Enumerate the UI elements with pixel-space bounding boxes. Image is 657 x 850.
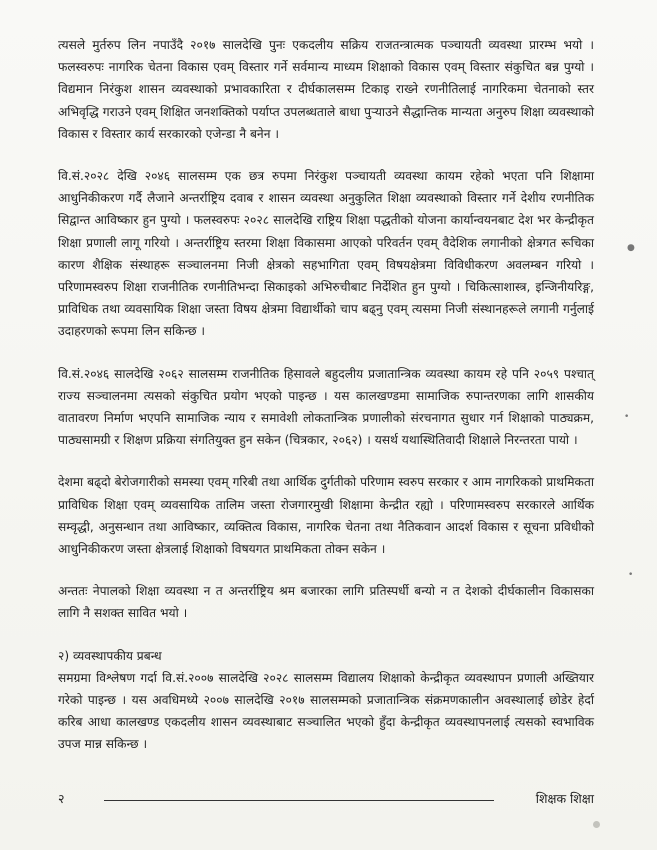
scan-mark-icon: • (624, 412, 630, 422)
paragraph-5: अन्ततः नेपालको शिक्षा व्यवस्था न त अन्तर्राष्ट्रिय श्रम बजारका लागि प्रतिस्पर्धी बन्यो न त देशको दीर्घकालीन विकासका लागि नै सशक्त सावित भयो । (58, 584, 594, 621)
paragraph-3: वि.सं.२०४६ सालदेखि २०६२ सालसम्म राजनीतिक हिसावले बहुदलीय प्रजातान्त्रिक व्यवस्था कायम रहे पनि २०५९ पश्चात् राज्य सञ्चालनमा त्यसको संकुचित प्रयोग भएको पाइन्छ । यस कालखण्डमा सामाजिक रुपान्तरणका लागि शासकीय वातावरण निर्माण भएपनि सामाजिक न्याय र समावेशी लोकतान्त्रिक प्रणालीको संरचनागत सुधार गर्न शिक्षाको पाठ्यक्रम, पाठ्यसामग्री र शिक्षण प्रक्रिया संगतियुक्त हुन सकेन (चित्रकार, २०६२) । यसर्थ यथास्थितिवादी शिक्षाले निरन्तरता पायो । (58, 366, 594, 448)
page-footer (58, 790, 594, 810)
footer-rule (104, 800, 494, 801)
paragraph-final: समग्रमा विश्लेषण गर्दा वि.सं.२००७ सालदेखि २०२८ सालसम्म विद्यालय शिक्षाको केन्द्रीकृत व्यवस्थापन प्रणाली अख्तियार गरेको पाइन्छ । यस अवधिमध्ये २००७ सालदेखि २०१७ सालसम्मको प्रजातान्त्रिक संक्रमणकालीन अवस्थालाई छोडेर हेर्दा करिब आधा कालखण्ड एकदलीय शासन व्यवस्थाबाट सञ्चालित भएको हुँदा केन्द्रीकृत व्यवस्थापनलाई त्यसको स्वभाविक उपज मान्न सकिन्छ । (58, 670, 595, 752)
paragraph-1: त्यसले मुर्तरुप लिन नपाउँदै २०१७ सालदेखि पुनः एकदलीय सक्रिय राजतन्त्रात्मक पञ्चायती व्यवस्था प्रारम्भ भयो । फलस्वरुपः नागरिक चेतना विकास एवम् विस्तार गर्ने सर्वमान्य माध्यम शिक्षाको विकास एवम् विस्तार संकुचित बन्न पुग्यो । विद्यमान निरंकुश शासन व्यवस्थाको प्रभावकारिता र दीर्घकालसम्म टिकाइ राख्ने रणनीतिलाई नागरिकमा चेतनाको स्तर अभिवृद्धि गराउने एवम् शिक्षित जनशक्तिको पर्याप्त उपलब्धताले बाधा पुऱ्याउने सैद्धान्तिक मान्यता अनुरुप शिक्षा व्यवस्थाको विकास र विस्तार कार्य सरकारको एजेन्डा नै बनेन । (58, 38, 594, 141)
scan-mark-icon: • (628, 570, 634, 580)
section-heading: २) व्यवस्थापकीय प्रबन्ध (58, 648, 162, 663)
scan-mark-icon: ● (627, 243, 635, 253)
paragraph-4: देशमा बढ्दो बेरोजगारीको समस्या एवम् गरिबी तथा आर्थिक दुर्गतीको परिणाम स्वरुप सरकार र आम नागरिकको प्राथमिकता प्राविधिक शिक्षा एवम् व्यवसायिक तालिम जस्ता रोजगारमुखी शिक्षामा केन्द्रीत रह्यो । परिणामस्वरुप सरकारले आर्थिक सम्वृद्धी, अनुसन्धान तथा आविष्कार, व्यक्तित्व विकास, नागरिक चेतना तथा नैतिकवान आदर्श विकास र सूचना प्रविधीको आधुनिकीकरण जस्ता क्षेत्रलाई शिक्षाको विषयगत प्राथमिकता तोक्न सकेन । (58, 475, 594, 557)
journal-name: शिक्षक शिक्षा (535, 791, 594, 806)
paragraph-2: वि.सं.२०२८ देखि २०४६ सालसम्म एक छत्र रुपमा निरंकुश पञ्चायती व्यवस्था कायम रहेको भएता पनि शिक्षामा आधुनिकीकरण गर्दै लैजाने अन्तर्राष्ट्रिय दवाब र शासन व्यवस्था अनुकुलित शिक्षा व्यवस्थाको विस्तार गर्ने देशीय रणनीतिक सिद्वान्त आविष्कार हुन पुग्यो । फलस्वरुपः २०२८ सालदेखि राष्ट्रिय शिक्षा पद्धतीको योजना कार्यान्वयनबाट देश भर केन्द्रीकृत शिक्षा प्रणाली लागू गरियो । अन्तर्राष्ट्रिय स्तरमा शिक्षा विकासमा आएको परिवर्तन एवम् वैदेशिक लगानीको क्षेत्रगत रूचिका कारण शैक्षिक संस्थाहरू सञ्चालनमा निजी क्षेत्रको सहभागिता एवम् विषयक्षेत्रमा विविधीकरण अवलम्बन गरियो । परिणामस्वरुप शिक्षा राजनीतिक रणनीतिभन्दा सिकाइको अभिरुचीबाट निर्देशित हुन पुग्यो । चिकित्साशास्त्र, इन्जिनीयरिङ्ग, प्राविधिक तथा व्यवसायिक शिक्षा जस्ता विषय क्षेत्रमा विद्यार्थीको चाप बढ्नु एवम् त्यसमा निजी संस्थानहरूले लगानी गर्नुलाई उदाहरणको रूपमा लिन सकिन्छ । (58, 169, 594, 339)
document-body (58, 34, 594, 756)
page-number: २ (58, 791, 65, 806)
scan-dot-icon (593, 821, 600, 828)
